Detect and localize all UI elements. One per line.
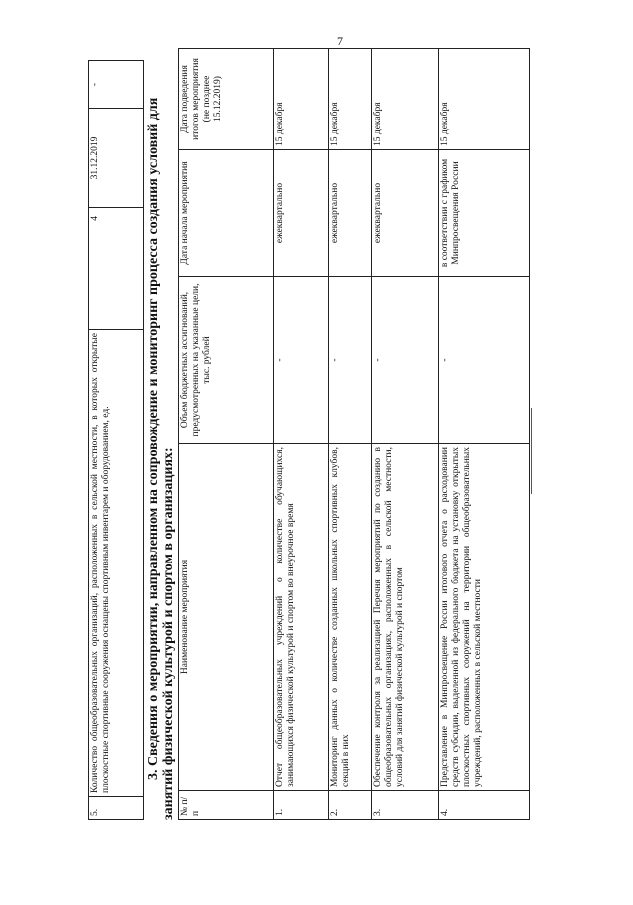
measure-start: ежеквартально <box>372 150 439 277</box>
header-end-date: Дата подведения итогов мероприятия (не позднее 15.12.2019) <box>179 49 274 150</box>
section-heading-line1: 3. Сведения о мероприятии, направленном на сопровождение и мониторинг процесса создания условий для <box>146 97 161 780</box>
page-number: 7 <box>337 34 343 48</box>
row-number: 1. <box>274 791 329 820</box>
measure-start: в соответствии с графиком Минпросвещения России <box>439 150 530 277</box>
measure-name: Мониторинг данных о количестве созданных школьных спортивных клубов, секций в них <box>329 444 372 791</box>
measure-start: ежеквартально <box>274 150 329 277</box>
measure-end: 15 декабря <box>274 49 329 150</box>
measure-name: Обеспечение контроля за реализацией Перечня мероприятий по созданию в общеобразовательных организациях, расположенных в сельской местности, условий для занятий физической культурой и спортом <box>372 444 439 791</box>
measure-end: 15 декабря <box>329 49 372 150</box>
measure-start: ежеквартально <box>329 150 372 277</box>
measure-volume: - <box>439 277 530 444</box>
section-heading-line2: занятий физической культурой и спортом в организациях: <box>161 447 176 820</box>
indicator-date: 31.12.2019 <box>89 109 144 208</box>
header-num: № п/п <box>179 791 274 820</box>
row-number: 3. <box>372 791 439 820</box>
header-start-date: Дата начала мероприятия <box>179 150 274 277</box>
table-row <box>89 61 144 820</box>
rotated-landscape-content <box>88 60 538 820</box>
indicator-target: 4 <box>89 208 144 330</box>
table-header-row <box>179 49 274 820</box>
measure-volume: - <box>274 277 329 444</box>
measure-name: Отчет общеобразовательных учреждений о количестве обучающихся, занимающихся физической культурой и спортом во внеурочное время <box>274 444 329 791</box>
table-row <box>274 49 329 820</box>
indicator-name: Количество общеобразовательных организаций, расположенных в сельской местности, в которых открытые плоскостные спортивные сооружения оснащены спортивным инвентарем и оборудованием, ед. <box>89 330 144 797</box>
section-heading <box>146 60 176 820</box>
header-name: Наименование мероприятия <box>179 444 274 791</box>
measure-end: 15 декабря <box>372 49 439 150</box>
table-row <box>372 49 439 820</box>
measure-end: 15 декабря <box>439 49 530 150</box>
measure-volume: - <box>329 277 372 444</box>
indicator-table <box>88 60 144 820</box>
indicator-value: - <box>89 61 144 109</box>
measures-table <box>178 48 530 820</box>
table-row <box>329 49 372 820</box>
row-number: 2. <box>329 791 372 820</box>
table-row <box>439 49 530 820</box>
row-number: 5. <box>89 797 144 820</box>
measure-name: Представление в Минпросвещение России итогового отчета о расходовании средств субсидии, выделенной из федерального бюджета на установку открытых плоскостных спортивных сооружений на территории общеобразовательных учреждений, расположенных в сельской местности <box>439 444 530 791</box>
row-number: 4. <box>439 791 530 820</box>
measure-volume: - <box>372 277 439 444</box>
header-volume: Объем бюджетных ассигнований, предусмотренных на указанные цели, тыс. рублей <box>179 277 274 444</box>
